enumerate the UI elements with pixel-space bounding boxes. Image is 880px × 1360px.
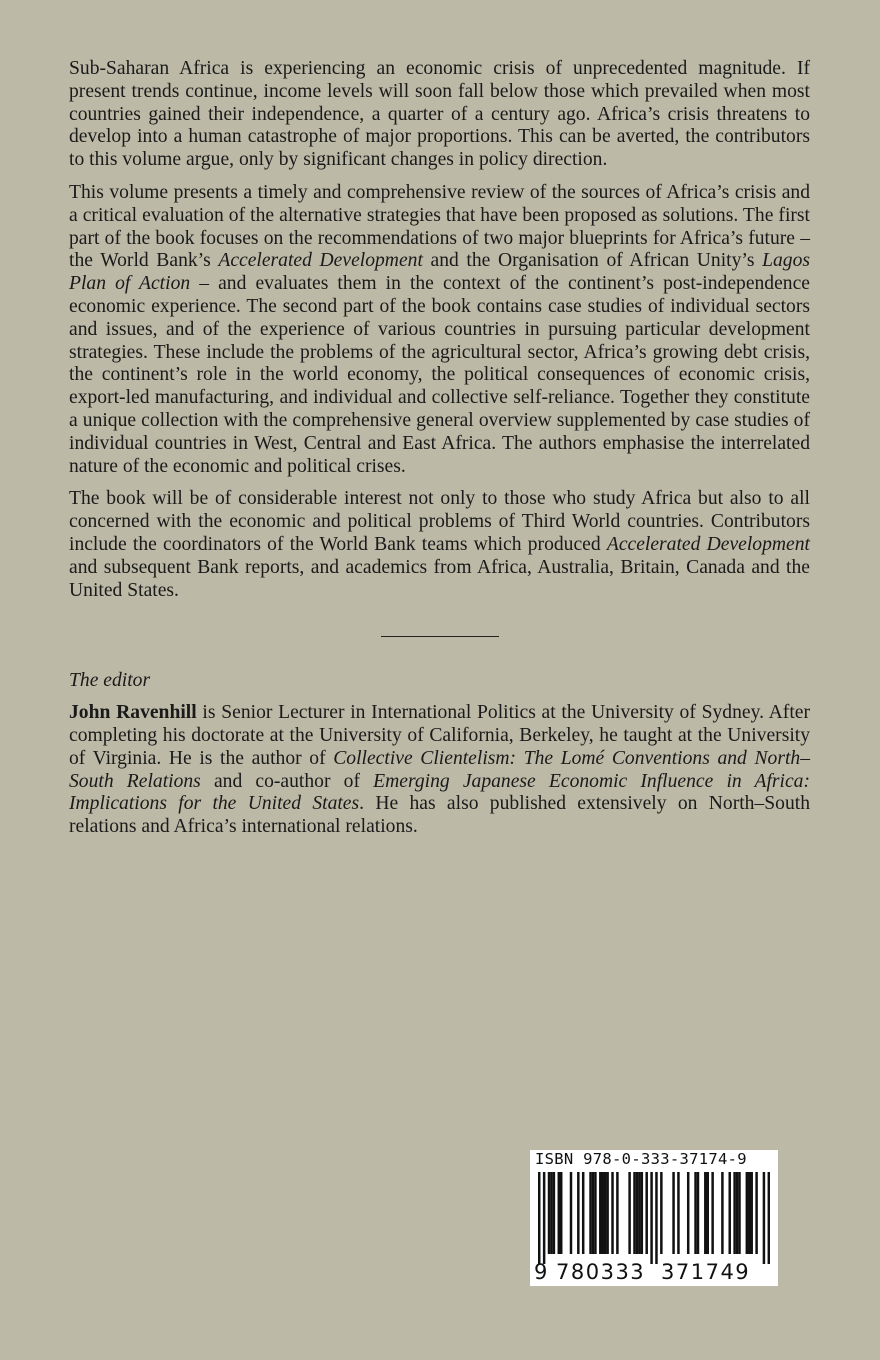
back-cover-text	[69, 58, 810, 839]
barcode-bar	[636, 1172, 638, 1254]
barcode-bar	[704, 1172, 706, 1254]
barcode-bar	[560, 1172, 562, 1254]
barcode-bar	[577, 1172, 579, 1254]
barcode-bar	[707, 1172, 709, 1254]
section-divider	[381, 636, 499, 637]
barcode-bar	[594, 1172, 596, 1254]
barcode-guard-bar	[768, 1172, 770, 1264]
barcode-bar	[687, 1172, 689, 1254]
barcode-bar	[711, 1172, 713, 1254]
barcode-bar	[553, 1172, 555, 1254]
blurb-paragraph-2-part-2: and the Organisation of African Unity’s	[422, 250, 763, 272]
barcode-bar	[748, 1172, 750, 1254]
barcode-bars	[538, 1172, 770, 1264]
barcode-bar	[558, 1172, 560, 1254]
blurb-paragraph-2-part-1: This volume presents a timely and comprehensive review of the sources of Africa’s crisis and a critical evaluation of the alternative strategies that have been proposed as solutions. The first part of the book focuses on the recommendations of two major blueprints for Africa’s future – the World Bank’s	[69, 181, 810, 272]
barcode-bar	[733, 1172, 735, 1254]
editor-bio-part-1: is Senior Lecturer in International Politics at the University of Sydney. After completing his doctorate at the University of California, Berkeley, he taught at the University of Virginia. He is the author of	[69, 702, 810, 769]
barcode-bar	[604, 1172, 606, 1254]
editor-bio	[69, 702, 810, 839]
barcode-bar	[601, 1172, 603, 1254]
barcode-bar	[570, 1172, 572, 1254]
blurb-paragraph-3	[69, 488, 810, 602]
barcode-bar	[736, 1172, 738, 1254]
barcode-guard-bar	[543, 1172, 545, 1264]
barcode-bar	[616, 1172, 618, 1254]
barcode-bar	[611, 1172, 613, 1254]
barcode-bar	[599, 1172, 601, 1254]
barcode-bar	[677, 1172, 679, 1254]
barcode-bar	[592, 1172, 594, 1254]
book-title-lagos-plan: Lagos Plan of Action	[69, 250, 810, 295]
ean-digits-left: 780333	[556, 1260, 646, 1284]
blurb-paragraph-3-part-1: The book will be of considerable interest not only to those who study Africa but also to all concerned with the economic and political problems of Third World countries. Contributors include the coordinators of the World Bank teams which produced	[69, 488, 810, 555]
book-title-accelerated-development-2: Accelerated Development	[606, 533, 810, 555]
barcode-bar	[755, 1172, 757, 1254]
editor-bio-part-3: . He has also published extensively on North–South relations and Africa’s international relations.	[69, 793, 810, 838]
barcode-bar	[548, 1172, 550, 1254]
barcode-bar	[550, 1172, 552, 1254]
ean-digits-right: 371749	[661, 1260, 751, 1284]
barcode-bar	[606, 1172, 608, 1254]
blurb-paragraph-1: Sub-Saharan Africa is experiencing an economic crisis of unprecedented magnitude. If present trends continue, income levels will soon fall below those which prevailed when most countries gained their independence, a quarter of a century ago. Africa’s crisis threatens to develop into a human catastrophe of major proportions. This can be averted, the contributors to this volume argue, only by significant changes in policy direction.	[69, 58, 810, 171]
book-title-accelerated-development: Accelerated Development	[218, 250, 423, 272]
isbn-label: ISBN 978-0-333-37174-9	[535, 1150, 747, 1168]
barcode-bar	[728, 1172, 730, 1254]
blurb-paragraph-3-part-2: and subsequent Bank reports, and academics from Africa, Australia, Britain, Canada and the United States.	[69, 556, 810, 601]
editor-heading: The editor	[69, 670, 151, 692]
barcode-bar	[694, 1172, 696, 1254]
editor-book-2: Emerging Japanese Economic Influence in Africa: Implications for the United States	[69, 770, 811, 815]
barcode-bar	[633, 1172, 635, 1254]
barcode-bar	[697, 1172, 699, 1254]
barcode-bar	[645, 1172, 647, 1254]
barcode-guard-bar	[650, 1172, 652, 1264]
ean-digit-first: 9	[534, 1260, 548, 1284]
barcode-bar	[721, 1172, 723, 1254]
barcode-bar	[638, 1172, 640, 1254]
barcode-bar	[738, 1172, 740, 1254]
barcode-bar	[672, 1172, 674, 1254]
barcode-bar	[746, 1172, 748, 1254]
barcode-bar	[582, 1172, 584, 1254]
barcode-bar	[589, 1172, 591, 1254]
barcode-guard-bar	[655, 1172, 657, 1264]
editor-book-1: Collective Clientelism: The Lomé Conventions and North–South Relations	[69, 747, 810, 792]
barcode-guard-bar	[763, 1172, 765, 1264]
barcode-bar	[750, 1172, 752, 1254]
isbn-barcode	[530, 1150, 778, 1286]
blurb-paragraph-2-part-3: – and evaluates them in the context of the continent’s post-independence economic experience. The second part of the book contains case studies of individual sectors and issues, and of the experience of various countries in pursuing particular development strategies. These include the problems of the agricultural sector, Africa’s growing debt crisis, the continent’s role in the world economy, the political consequences of economic crisis, export-led manufacturing, and individual and collective self-reliance. Together they constitute a unique collection with the comprehensive general overview supplemented by case studies of individual countries in West, Central and East Africa. The authors emphasise the interrelated nature of the economic and political crises.	[69, 273, 810, 477]
barcode-bar	[628, 1172, 630, 1254]
editor-name: John Ravenhill	[69, 702, 197, 724]
barcode-bar	[641, 1172, 643, 1254]
barcode-bar	[660, 1172, 662, 1254]
barcode-guard-bar	[538, 1172, 540, 1264]
blurb-paragraph-2	[69, 182, 810, 478]
editor-bio-part-2: and co-author of	[200, 770, 374, 792]
